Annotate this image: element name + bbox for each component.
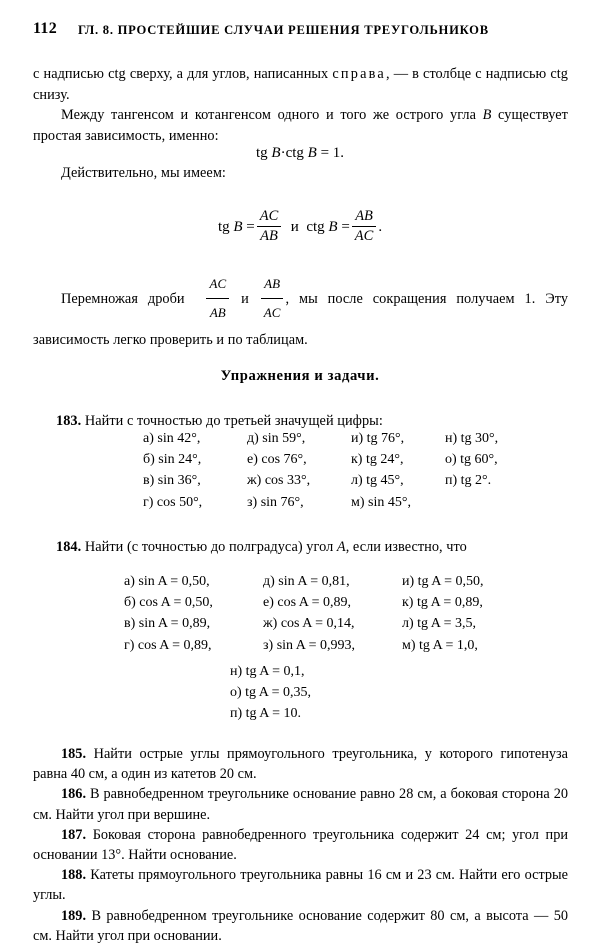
table-row bbox=[143, 428, 535, 449]
formula-2-equals-2: = bbox=[341, 218, 350, 235]
problem-188-number: 188. bbox=[61, 867, 87, 884]
inline-fraction-1-numerator: AC bbox=[209, 276, 227, 291]
table-row: о) tg A = 0,35, bbox=[230, 685, 312, 701]
grid-cell: и) tg A = 0,50, bbox=[402, 574, 484, 589]
table-row: н) tg A = 0,1, bbox=[230, 664, 305, 679]
grid-cell: а) sin A = 0,50, bbox=[124, 574, 210, 589]
grid-cell: а) sin 42°, bbox=[143, 431, 201, 446]
paragraph-continuation bbox=[33, 64, 568, 105]
grid-cell: з) sin 76°, bbox=[247, 494, 304, 510]
paragraph-1-text-a: с надписью ctg сверху, а для углов, написанных bbox=[33, 66, 333, 82]
grid-cell: ж) cos 33°, bbox=[247, 473, 311, 489]
inline-fraction-ab-over-ac bbox=[261, 271, 284, 326]
paragraph-2-text-b: существует простая зависимость, именно: bbox=[33, 107, 568, 144]
grid-cell: м) tg A = 1,0, bbox=[402, 637, 478, 653]
formula-2-equals-1: = bbox=[246, 218, 255, 235]
problem-187 bbox=[33, 825, 568, 865]
problem-184-text-a: Найти (с точностью до полградуса) угол bbox=[84, 539, 337, 555]
formula-1-result: 1. bbox=[332, 145, 345, 161]
inline-fraction-2-denominator: AC bbox=[261, 298, 284, 326]
grid-cell: н) tg 30°, bbox=[445, 431, 499, 446]
chapter-title: ГЛ. 8. ПРОСТЕЙШИЕ СЛУЧАИ РЕШЕНИЯ ТРЕУГОЛЬНИКОВ bbox=[78, 23, 489, 37]
problem-183-answer-grid bbox=[143, 428, 535, 513]
table-row bbox=[143, 470, 535, 491]
problem-186 bbox=[33, 784, 568, 824]
problem-188-text: Катеты прямоугольного треугольника равны 16 см и 23 см. Найти его острые углы. bbox=[33, 867, 569, 904]
formula-1-dot: · bbox=[280, 145, 286, 161]
grid-cell: б) sin 24°, bbox=[143, 452, 202, 468]
grid-cell: д) sin A = 0,81, bbox=[263, 574, 350, 589]
problem-187-text: Боковая сторона равнобедренного треугольника содержит 24 см; угол при основании 13°. Найти основание. bbox=[33, 826, 568, 864]
problem-187-number: 187. bbox=[61, 826, 87, 843]
problem-183-text: Найти с точностью до третьей значущей цифры: bbox=[84, 413, 383, 429]
paragraph-1-emphasis: справа bbox=[332, 66, 386, 82]
problem-185-number: 185. bbox=[61, 746, 87, 762]
table-row bbox=[143, 449, 535, 470]
paragraph-3 bbox=[33, 163, 568, 184]
paragraph-4-conjunction: и bbox=[241, 290, 249, 307]
grid-cell: о) tg 60°, bbox=[445, 452, 498, 468]
grid-cell: е) cos 76°, bbox=[247, 452, 307, 468]
problems-185-189-list bbox=[33, 744, 568, 946]
fraction-ac-over-ab bbox=[257, 208, 282, 245]
grid-cell: е) cos A = 0,89, bbox=[263, 595, 351, 611]
page-number: 112 bbox=[33, 20, 58, 37]
problem-185 bbox=[33, 744, 568, 784]
paragraph-4 bbox=[33, 272, 568, 353]
table-row bbox=[124, 613, 522, 634]
formula-2-period: . bbox=[378, 218, 383, 235]
problem-189 bbox=[33, 906, 568, 946]
inline-fraction-ac-over-ab bbox=[206, 271, 229, 326]
formula-1-var-b1: B bbox=[271, 145, 281, 161]
grid-cell: к) tg 24°, bbox=[351, 452, 404, 468]
grid-cell: к) tg A = 0,89, bbox=[402, 595, 483, 611]
formula-1-equals: = bbox=[320, 145, 330, 161]
formula-tg-ctg-identity bbox=[0, 145, 600, 162]
formula-2-var-b2: B bbox=[328, 218, 338, 235]
grid-cell: в) sin A = 0,89, bbox=[124, 616, 211, 632]
table-row: п) tg A = 10. bbox=[230, 706, 302, 722]
grid-cell: м) sin 45°, bbox=[351, 494, 411, 510]
problem-189-text: В равнобедренном треугольнике основание содержит 80 см, а высота — 50 см. Найти угол при основании. bbox=[33, 907, 568, 944]
grid-cell: ж) cos A = 0,14, bbox=[263, 616, 355, 632]
paragraph-4-text-a: Перемножая дроби bbox=[61, 290, 185, 307]
formula-2-conjunction: и bbox=[290, 218, 299, 235]
paragraph-2 bbox=[33, 105, 568, 146]
problem-184-tail-rows bbox=[230, 661, 311, 725]
table-row bbox=[124, 635, 522, 656]
inline-fraction-1-denominator: AB bbox=[206, 298, 229, 326]
formula-tg-ctg-ratios bbox=[0, 209, 600, 246]
grid-cell: л) tg A = 3,5, bbox=[402, 616, 476, 632]
fraction-2-denominator: AC bbox=[352, 226, 377, 245]
problem-186-text: В равнобедренном треугольнике основание равно 28 см, а боковая сторона 20 см. Найти угол при вершине. bbox=[33, 786, 568, 823]
paragraph-4-text-b: , мы после сокращения получаем 1. Эту зависимость легко проверить и по таблицам. bbox=[33, 290, 569, 348]
table-row bbox=[124, 571, 522, 592]
table-row bbox=[124, 592, 522, 613]
grid-cell: б) cos A = 0,50, bbox=[124, 595, 213, 611]
problem-184-answer-grid bbox=[124, 571, 522, 656]
paragraph-2-text-a: Между тангенсом и котангенсом одного и того же острого угла bbox=[61, 107, 483, 123]
grid-cell: п) tg 2°. bbox=[445, 473, 492, 489]
paragraph-1-text-b: , — в столбце с надписью ctg снизу. bbox=[33, 66, 568, 103]
fraction-ab-over-ac bbox=[352, 208, 377, 245]
grid-cell: г) cos 50°, bbox=[143, 494, 203, 510]
problem-188 bbox=[33, 865, 568, 905]
problem-185-text: Найти острые углы прямоугольного треугольника, у которого гипотенуза равна 40 см, а один из катетов 20 см. bbox=[33, 746, 568, 783]
paragraph-2-variable: B bbox=[482, 107, 492, 123]
grid-cell: в) sin 36°, bbox=[143, 473, 201, 489]
fraction-1-denominator: AB bbox=[257, 226, 282, 245]
problem-186-number: 186. bbox=[61, 786, 87, 803]
fraction-2-numerator: AB bbox=[355, 208, 373, 224]
exercises-heading: Упражнения и задачи. bbox=[220, 368, 380, 384]
formula-1-tg: tg bbox=[255, 145, 268, 161]
formula-2-var-b1: B bbox=[233, 218, 243, 235]
formula-2-tg: tg bbox=[217, 218, 230, 235]
grid-cell: д) sin 59°, bbox=[247, 431, 306, 446]
formula-1-var-b2: B bbox=[307, 145, 317, 161]
formula-1-ctg: ctg bbox=[285, 145, 304, 161]
grid-cell: и) tg 76°, bbox=[351, 431, 405, 446]
problem-184-number: 184. bbox=[56, 539, 82, 555]
problem-189-number: 189. bbox=[61, 907, 87, 924]
grid-cell: л) tg 45°, bbox=[351, 473, 404, 489]
problem-183-number: 183. bbox=[56, 413, 82, 429]
table-row bbox=[143, 492, 535, 513]
paragraph-3-text: Действительно, мы имеем: bbox=[61, 165, 226, 181]
grid-cell: з) sin A = 0,993, bbox=[263, 637, 355, 653]
fraction-1-numerator: AC bbox=[259, 208, 279, 224]
problem-184-intro bbox=[33, 537, 568, 557]
problem-184-text-b: , если известно, что bbox=[345, 539, 467, 555]
formula-2-ctg: ctg bbox=[306, 218, 325, 235]
grid-cell: г) cos A = 0,89, bbox=[124, 637, 212, 653]
running-head bbox=[0, 20, 600, 42]
inline-fraction-2-numerator: AB bbox=[264, 276, 281, 291]
problem-184-variable: A bbox=[336, 539, 346, 555]
